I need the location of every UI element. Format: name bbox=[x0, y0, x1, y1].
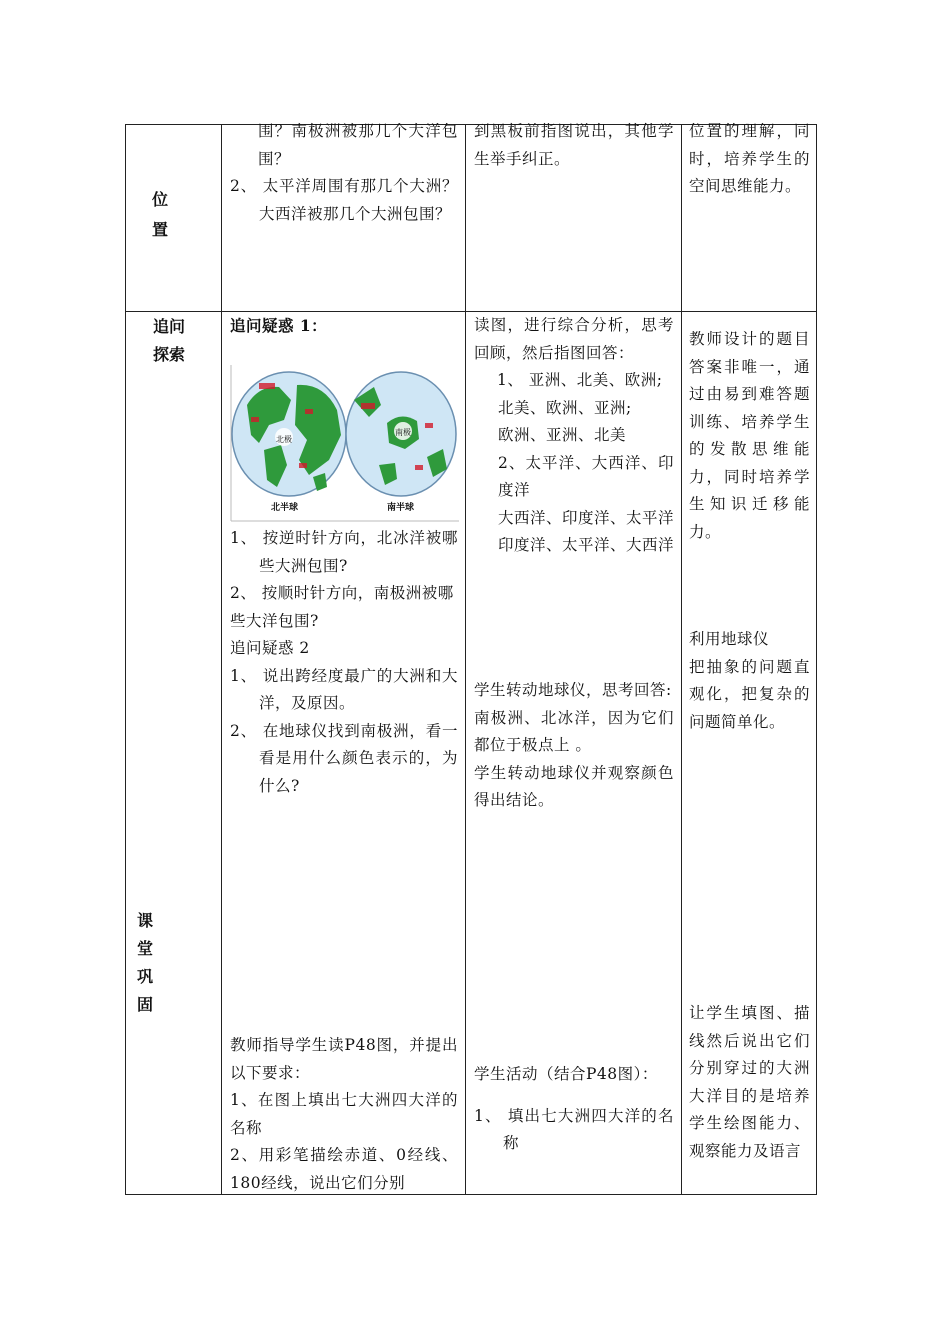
student-text: 1、 填出七大洲四大洋的名称 bbox=[474, 1106, 674, 1152]
north-hemisphere-caption: 北半球 bbox=[271, 503, 299, 513]
design-text: 教师设计的题目答案非唯一，通过由易到难答题训练、培养学生的发散思维能力，同时培养学生知识迁移能力。 bbox=[689, 330, 810, 541]
hemisphere-maps bbox=[229, 365, 459, 523]
explore-design-globe bbox=[689, 626, 810, 736]
north-pole-label: 北极 bbox=[276, 435, 292, 444]
teacher-text: 教师指导学生读P48图，并提出以下要求： bbox=[230, 1036, 458, 1082]
label-char: 位 bbox=[152, 190, 169, 209]
question-title-2: 追问疑惑 2 bbox=[230, 639, 310, 657]
student-text: 学生转动地球仪并观察颜色得出结论。 bbox=[474, 763, 674, 809]
label-char: 课 bbox=[137, 911, 154, 930]
explore-design-cell bbox=[689, 326, 810, 546]
teacher-question: 2、 在地球仪找到南极洲，看一看是用什么颜色表示的，为什么? bbox=[230, 721, 458, 795]
teacher-question: 1、 按逆时针方向，北冰洋被哪些大洲包围? bbox=[230, 529, 458, 575]
explore-student-globe bbox=[474, 677, 674, 815]
student-text: 到黑板前指图说出，其他学生举手纠正。 bbox=[474, 122, 674, 168]
row-divider bbox=[125, 311, 817, 312]
south-pole-label: 南极 bbox=[395, 428, 411, 437]
consolidate-design-cell bbox=[689, 1000, 810, 1165]
teacher-text: 1、在图上填出七大洲四大洋的名称 bbox=[230, 1091, 458, 1137]
design-text: 位置的理解，同时，培养学生的空间思维能力。 bbox=[689, 122, 810, 195]
design-text: 让学生填图、描线然后说出它们分别穿过的大洲大洋目的是培养学生绘图能力、观察能力及语言 bbox=[689, 1004, 810, 1160]
table-divider-1 bbox=[221, 124, 222, 1195]
explore-title bbox=[230, 312, 458, 340]
student-answer: 欧洲、亚洲、北美 bbox=[498, 426, 627, 444]
location-student-cell bbox=[474, 118, 674, 173]
consolidate-teacher-cell bbox=[230, 1032, 458, 1197]
consolidate-student-cell bbox=[474, 1061, 674, 1158]
north-hemisphere-map bbox=[232, 372, 346, 513]
row-label-location bbox=[152, 185, 168, 245]
student-text: 读图，进行综合分析，思考回顾，然后指图回答： bbox=[474, 316, 674, 362]
design-title: 利用地球仪 bbox=[689, 630, 770, 648]
teacher-question: 1、 说出跨经度最广的大洲和大洋，及原因。 bbox=[230, 666, 458, 712]
teacher-question: 2、 按顺时针方向，南极洲被哪 bbox=[230, 584, 454, 602]
teacher-text: 2、 太平洋周围有那几个大洲？大西洋被那几个大洲包围？ bbox=[230, 177, 458, 223]
teacher-text: 围？南极洲被那几个大洋包围？ bbox=[258, 122, 458, 168]
student-answer: 北美、欧洲、亚洲; bbox=[498, 398, 632, 417]
south-hemisphere-map bbox=[346, 372, 456, 513]
label-char: 巩 bbox=[137, 967, 154, 986]
student-text: 学生转动地球仪，思考回答: bbox=[474, 681, 672, 699]
teacher-question-tail: 些大洋包围? bbox=[230, 611, 319, 630]
row-label-consolidate bbox=[137, 907, 153, 1019]
row-label-explore bbox=[153, 313, 185, 369]
table-border-bottom bbox=[125, 1194, 817, 1195]
student-text: 学生活动（结合P48图）： bbox=[474, 1065, 658, 1083]
question-title: 追问疑惑 1： bbox=[230, 316, 328, 335]
student-answer: 大西洋、印度洋、太平洋 bbox=[498, 508, 675, 527]
student-answer: 1、 亚洲、北美、欧洲; bbox=[497, 371, 663, 389]
teacher-text: 2、用彩笔描绘赤道、0经线、180经线，说出它们分别 bbox=[230, 1146, 458, 1192]
student-answer: 印度洋、太平洋、大西洋 bbox=[498, 536, 675, 554]
label-line: 探索 bbox=[153, 345, 186, 364]
label-line: 追问 bbox=[153, 317, 186, 336]
label-char: 堂 bbox=[137, 939, 154, 958]
table-border-right bbox=[816, 124, 817, 1195]
design-text: 把抽象的问题直观化，把复杂的问题简单化。 bbox=[689, 657, 810, 731]
label-char: 固 bbox=[137, 995, 154, 1014]
explore-teacher-cell bbox=[230, 525, 458, 800]
explore-student-cell bbox=[474, 312, 674, 560]
table-divider-3 bbox=[681, 124, 682, 1195]
table-border-left bbox=[125, 124, 126, 1195]
student-text: 南极洲、北冰洋，因为它们都位于极点上 。 bbox=[474, 708, 674, 754]
location-design-cell bbox=[689, 118, 810, 201]
table-divider-2 bbox=[465, 124, 466, 1195]
location-teacher-cell bbox=[230, 118, 458, 228]
label-char: 置 bbox=[152, 220, 169, 239]
south-hemisphere-caption: 南半球 bbox=[387, 503, 415, 513]
student-answer: 2、太平洋、大西洋、印度洋 bbox=[498, 453, 674, 499]
